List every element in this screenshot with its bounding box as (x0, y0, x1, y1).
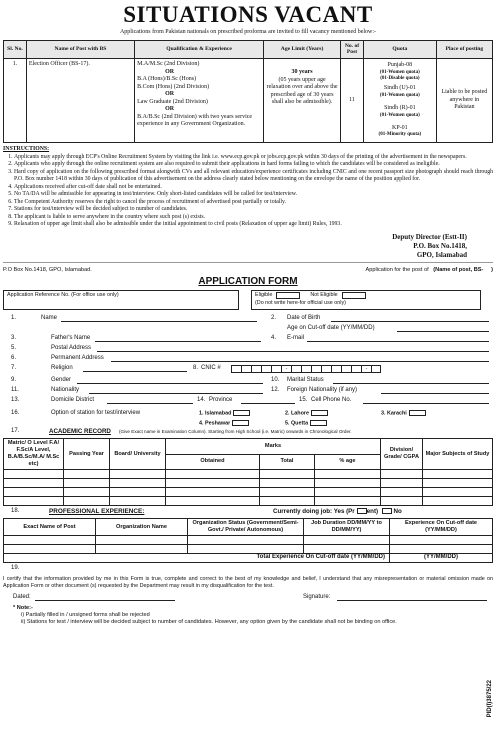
eligible-label: Eligible (255, 292, 273, 299)
dob-label: Date of Birth (287, 315, 321, 322)
foreign-field[interactable] (381, 387, 489, 394)
quota-item (364, 122, 436, 142)
table-row[interactable] (4, 545, 493, 554)
age-field[interactable] (397, 325, 489, 332)
field-number: 8. (193, 365, 199, 372)
academic-note: (Give Exact name in Examination Column). Starting from High School (i.e. Matric) onwards in Chronological Order. (119, 429, 352, 435)
experience-table (3, 518, 493, 563)
father-label: Father's Name (51, 335, 91, 342)
email-label: E-mail (287, 335, 305, 342)
quota-note: (01-Disable quota) (380, 76, 420, 82)
col-sl: Sl. No. (4, 40, 27, 59)
station-option (381, 410, 426, 417)
quota-note: (01-Women quota) (379, 69, 420, 75)
form-row (3, 325, 493, 335)
no-checkbox[interactable] (382, 508, 392, 514)
age-limit: 30 years (291, 69, 313, 76)
table-row[interactable] (4, 488, 493, 497)
permanent-field[interactable] (111, 355, 489, 362)
certification: I certify that the information provided by me in this Form is true, complete and correct to the best of my knowledge and belief, I understand that any misrepresentation or material omission made on Application Form or other document (s) requested by the Department may result in my disqualification for the test. (3, 576, 493, 590)
qual-or: OR (165, 106, 175, 113)
form-row (3, 594, 493, 604)
form-header (3, 267, 493, 274)
quota-name: Punjab-08 (387, 62, 413, 69)
station-option (285, 420, 327, 427)
instruction-item: 1. Applicants may apply through ECP's Online Recruitment System by visiting the link i.e. www.ecp.gov.pk or jobs.ecp.gov.pk within 30 days of the printing of the advertisement in the newspapers. (14, 154, 493, 161)
acad-col-year: Passing Year (64, 439, 110, 470)
po-box: P.O Box No.1418, GPO, Islamabad. (3, 266, 92, 273)
field-number: 17. (11, 428, 20, 435)
form-title: APPLICATION FORM (198, 275, 298, 287)
form-row (3, 365, 493, 375)
instruction-item: 2. Applicants who apply through the online recruitment system are also required to submit their applications in hard forms failing to which the candidates will be considered as ineligible. (14, 161, 493, 168)
exp-col-experience: Experience On Cut-off date (YY/MM/DD) (390, 519, 493, 536)
station-checkbox[interactable] (233, 410, 250, 416)
table-row[interactable] (4, 470, 493, 479)
form-row (3, 355, 493, 365)
qual-line: B.A/B.Sc (2nd Division) with two years service experience in any Government Organization. (137, 113, 253, 128)
quota-item (364, 59, 436, 82)
gender-field[interactable] (77, 377, 263, 384)
qual-line: M.A/M.Sc (2nd Division) (137, 61, 200, 68)
quota-name: KP-01 (392, 124, 408, 131)
advertisement-page (3, 2, 493, 742)
table-row[interactable] (4, 479, 493, 488)
note-item: i) Partially filled in / unsigned forms shall be rejected (21, 612, 150, 619)
academic-table (3, 438, 493, 506)
station-option (199, 410, 250, 417)
col-place: Place of posting (436, 40, 492, 59)
email-field[interactable] (307, 335, 489, 342)
instruction-item: 5. No TA/DA will be admissible for appearing in test/interview. Only short-listed candidates will be called for test/interview. (14, 191, 493, 198)
acad-col-exam: Matric/ O Level F.A/ F.Sc/A Level, B.A/B.Sc/M.A/ M.Sc etc) (4, 439, 64, 470)
exp-col-post: Exact Name of Post (4, 519, 96, 536)
field-number: 13. (11, 397, 20, 404)
cell-quota (363, 59, 436, 142)
field-number: 15. (299, 397, 308, 404)
station-islamabad: 1. Islamabad (199, 410, 232, 417)
signature-block (3, 233, 493, 260)
currently-end: ent) (366, 508, 379, 516)
currently-label: Currently doing job: Yes (Pr (273, 508, 355, 516)
father-field[interactable] (95, 335, 261, 342)
cell-post: Election Officer (BS-17). (26, 59, 134, 142)
field-number: 5. (11, 345, 17, 352)
signatory-city: GPO, Islamabad (416, 250, 467, 259)
qual-or: OR (165, 68, 175, 75)
station-karachi: 3. Karachi (381, 410, 407, 417)
form-row (3, 387, 493, 397)
marital-label: Marital Status (287, 377, 324, 384)
field-number: 16. (11, 410, 20, 417)
publication-code: PID(I)3875/22 (486, 680, 493, 718)
cell-field[interactable] (363, 397, 489, 404)
instruction-item: 3. Hard copy of application on the following prescribed format alongwith CVs and all relevant education/experience certificates including CNIC and one recent passport size photograph should reach through P.O. Box number 1418 within 30 days of publication of this advertisement on the address clearly stated below mentioning on the envelope the name of the position applied for. (14, 169, 493, 183)
not-eligible-label: Not Eligible (310, 292, 338, 299)
quota-note: (01-Women quota) (379, 92, 420, 98)
eligible-checkbox[interactable] (276, 292, 300, 299)
marital-field[interactable] (333, 377, 489, 384)
domicile-label: Domicile District (51, 397, 95, 404)
quota-name: Sindh (U)-01 (383, 85, 416, 92)
dated-label: Dated: (13, 594, 31, 601)
province-field[interactable] (241, 397, 295, 404)
table-row[interactable] (4, 497, 493, 506)
acad-col-marks: Marks (166, 439, 381, 454)
office-note: (Do not write here-for official use only) (255, 300, 346, 307)
quota-item (364, 102, 436, 122)
instructions (3, 146, 493, 229)
exp-col-status: Organization Status (Government/Semi-Govt./ Private/ Autonomous) (188, 519, 304, 536)
qual-line: Law Graduate (2nd Division) (137, 98, 208, 105)
station-checkbox[interactable] (310, 420, 327, 426)
col-age: Age Limit (Years) (264, 40, 341, 59)
reference-box[interactable]: Application Reference No. (For office use only) (3, 290, 239, 310)
acad-col-board: Board/ University (110, 439, 166, 470)
field-number: 18. (11, 508, 20, 515)
age-note: (05 years upper age relaxation over and above the prescribed age of 30 years shall also be admissible). (266, 76, 338, 106)
professional-heading: PROFESSIONAL EXPERIENCE: (49, 508, 145, 516)
signature-field[interactable] (337, 594, 487, 601)
gender-label: Gender (51, 377, 72, 384)
form-row (3, 315, 493, 325)
page-title: SITUATIONS VACANT (123, 2, 373, 27)
name-label: Name (41, 315, 58, 322)
instruction-item: 9. Relaxation of upper age limit shall also be admissible under the initial appointment to civil posts (Relaxation of upper age limit) Rules, 1993. (14, 221, 493, 228)
table-row (4, 554, 493, 563)
acad-col-obtained: Obtained (166, 454, 260, 469)
dated-field[interactable] (35, 594, 175, 601)
field-number: 3. (11, 335, 17, 342)
exp-col-duration: Job Duration DD/MM/YY to DD/MM/YY) (304, 519, 390, 536)
academic-heading: ACADEMIC RECORD (49, 428, 111, 436)
form-row (3, 377, 493, 387)
quota-name: Sindh (R)-01 (384, 105, 416, 112)
station-checkbox[interactable] (311, 410, 328, 416)
field-number: 12. (271, 387, 280, 394)
field-number: 1. (11, 315, 17, 322)
form-row (3, 420, 493, 428)
acad-col-percent: % age (314, 454, 380, 469)
eligibility-box (251, 290, 481, 310)
col-quota: Quota (363, 40, 436, 59)
postal-field[interactable] (97, 345, 489, 352)
form-row (3, 345, 493, 355)
province-label: Province (209, 397, 233, 404)
field-number: 14. (197, 397, 206, 404)
qual-or: OR (165, 91, 175, 98)
cell-posts: 11 (341, 59, 364, 142)
acad-col-total: Total (259, 454, 314, 469)
qual-line: B.A (Hons)/B.Sc (Hons) (137, 76, 197, 83)
acad-col-subjects: Major Subjects of Study (423, 439, 493, 470)
instruction-item: 7. Stations for test/interview will be decided subject to number of candidates. (14, 206, 493, 213)
notes (3, 605, 493, 626)
nationality-label: Nationality (51, 387, 80, 394)
acad-col-division: Division/ Grade/ CGPA (381, 439, 423, 470)
instruction-item: 6. The Competent Authority reserves the right to cancel the process of recruitment of advertised post partially or totally. (14, 199, 493, 206)
cell-label: Cell Phone No. (311, 397, 352, 404)
religion-label: Religion (51, 365, 73, 372)
note-heading: * Note:- (13, 605, 33, 612)
form-row (3, 410, 493, 420)
not-eligible-checkbox[interactable] (342, 292, 366, 299)
field-number: 4. (271, 335, 277, 342)
table-row (4, 59, 493, 142)
form-row (3, 397, 493, 407)
cell-sl: 1. (4, 59, 27, 142)
quota-note: (01-Women quota) (379, 112, 420, 118)
form-row (3, 565, 493, 573)
foreign-label: Foreign Nationality (if any) (287, 387, 358, 394)
cnic-boxes[interactable]: - - (231, 365, 381, 373)
instructions-list (3, 154, 493, 229)
permanent-label: Permanent Address (51, 355, 104, 362)
post-label: Application for the post of (365, 266, 429, 273)
instructions-heading: INSTRUCTIONS: (3, 145, 50, 152)
cell-age (264, 59, 341, 142)
signatory-pobox: P.O. Box No.1418, (413, 241, 467, 250)
post-value: (Name of post, BS- (433, 266, 484, 273)
postal-label: Postal Address (51, 345, 92, 352)
cnic-label: CNIC # (201, 365, 221, 372)
instruction-item: 4. Applications received after cut-off date shall not be entertained. (14, 184, 493, 191)
table-row[interactable] (4, 536, 493, 545)
col-qualification: Qualification & Experience (135, 40, 264, 59)
form-row (3, 508, 493, 518)
field-number: 9. (11, 377, 17, 384)
field-number: 10. (271, 377, 280, 384)
station-lahore: 2. Lahore (285, 410, 309, 417)
instruction-item: 8. The applicant is liable to serve anywhere in the country where such post (s) exists. (14, 214, 493, 221)
no-label: No (393, 508, 402, 516)
station-option (199, 420, 249, 427)
signature-label: Signature: (303, 594, 331, 601)
form-row (3, 428, 493, 437)
vacancy-table (3, 40, 493, 143)
age-label: Age on Cut-off date (YY/MM/DD) (287, 325, 375, 332)
field-number: 7. (11, 365, 17, 372)
divider (3, 262, 493, 263)
field-number: 6. (11, 355, 17, 362)
currently-job (273, 508, 402, 516)
station-option (285, 410, 328, 417)
total-experience-value[interactable]: (YY/MM/DD) (390, 554, 493, 563)
exp-col-org: Organization Name (96, 519, 188, 536)
quota-note: (01-Minority quota) (378, 132, 422, 138)
quota-item (364, 82, 436, 102)
col-posts: No. of Post (341, 40, 364, 59)
religion-field[interactable] (83, 365, 187, 372)
yes-checkbox[interactable] (357, 508, 367, 514)
post-applied (366, 267, 494, 274)
domicile-field[interactable] (107, 397, 193, 404)
signatory-title: Deputy Director (Estt-II) (392, 232, 467, 241)
nationality-field[interactable] (89, 387, 263, 394)
form-row (3, 335, 493, 345)
post-value-end: ) (491, 266, 493, 273)
qual-line: B.Com (Hons) (2nd Division) (137, 83, 210, 90)
field-number: 19. (11, 565, 20, 572)
dob-field[interactable] (331, 315, 489, 322)
cell-place: Liable to be posted anywhere in Pakistan (436, 59, 492, 142)
note-item: ii) Stations for test / interview will be decided subject to number of candidates. However, any option given by the candidate shall not be binding on office. (21, 619, 397, 626)
reference-row (3, 290, 493, 310)
station-peshawar: 4. Peshawar (199, 420, 231, 427)
total-experience-label: Total Experience On Cut-off date (YY/MM/DD) (4, 554, 390, 563)
field-number: 2. (271, 315, 277, 322)
col-post: Name of Post with BS (26, 40, 134, 59)
station-label: Option of station for test/interview (51, 410, 141, 417)
station-checkbox[interactable] (409, 410, 426, 416)
subtitle: Applications from Pakistan nationals on prescribed proforma are invited to fill vacancy mentioned below:- (119, 29, 377, 35)
name-field[interactable] (61, 315, 257, 322)
cell-qualification (135, 59, 264, 142)
station-checkbox[interactable] (232, 420, 249, 426)
field-number: 11. (11, 387, 19, 394)
station-quetta: 5. Quetta (285, 420, 309, 427)
